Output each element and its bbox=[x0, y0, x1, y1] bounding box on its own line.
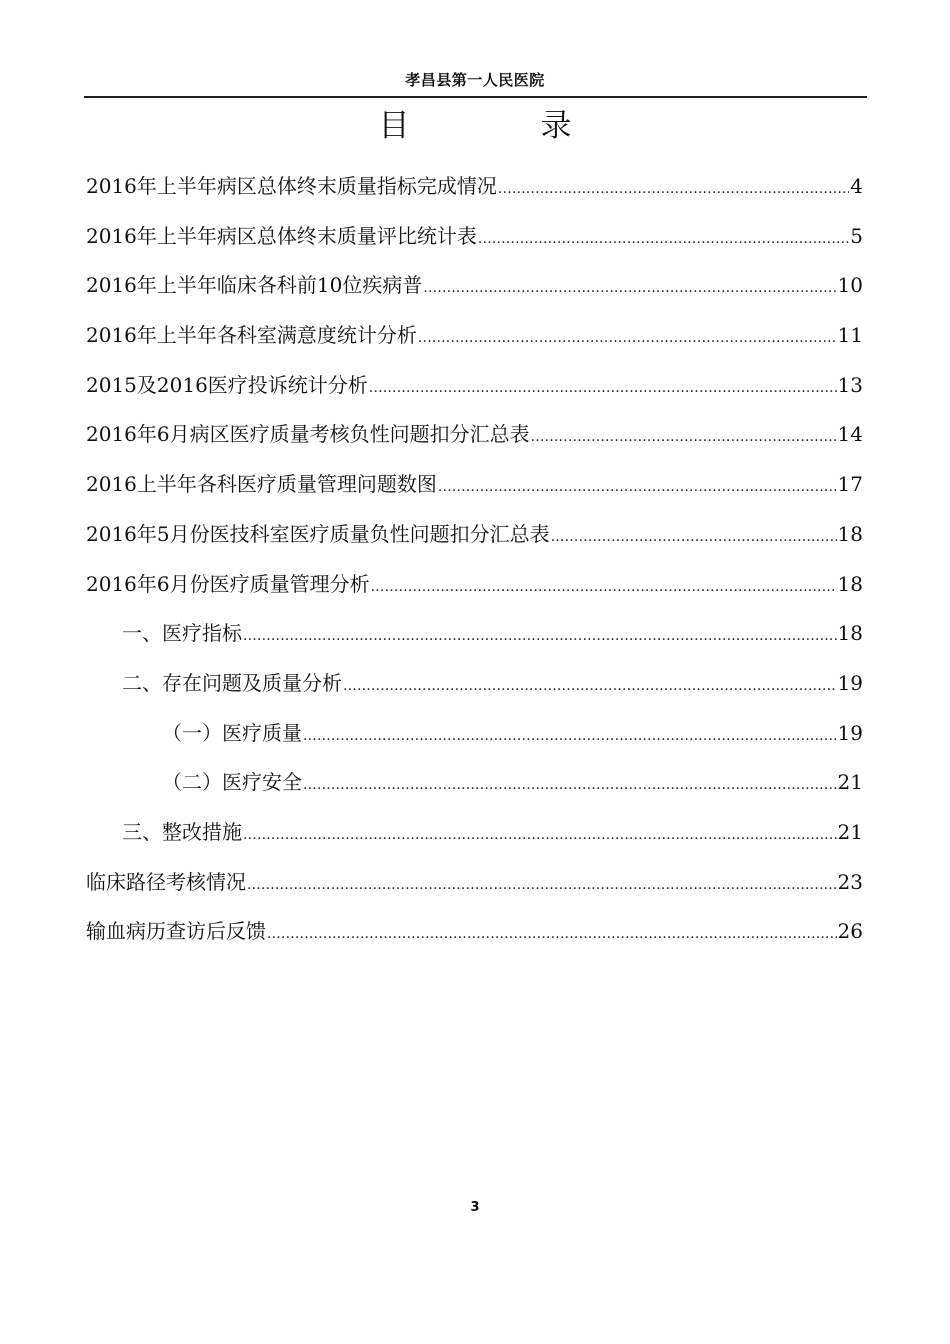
dot-leader bbox=[243, 810, 837, 860]
toc-entry[interactable] bbox=[86, 708, 863, 758]
dot-leader bbox=[243, 611, 837, 661]
dot-leader bbox=[343, 661, 837, 711]
toc-entry-page: 18 bbox=[837, 621, 863, 646]
toc-entry-page: 21 bbox=[837, 819, 863, 844]
toc-entry-page: 18 bbox=[837, 521, 863, 546]
toc-heading: 目 录 bbox=[378, 108, 622, 144]
toc-entry-title: （二）医疗安全 bbox=[162, 770, 302, 795]
toc-entry[interactable] bbox=[86, 459, 863, 509]
toc-entry-page: 19 bbox=[837, 670, 863, 695]
toc-entry-page: 21 bbox=[837, 770, 863, 795]
toc-entry-title: 2016年6月病区医疗质量考核负性问题扣分汇总表 bbox=[86, 422, 530, 447]
dot-leader bbox=[438, 462, 837, 512]
page-number: 3 bbox=[470, 1200, 480, 1215]
toc-entry-page: 26 bbox=[837, 919, 863, 944]
dot-leader bbox=[531, 412, 837, 462]
toc-entry[interactable] bbox=[86, 310, 863, 360]
dot-leader bbox=[267, 909, 837, 959]
dot-leader bbox=[498, 164, 849, 214]
toc-entry[interactable] bbox=[86, 559, 863, 609]
toc-entry-page: 14 bbox=[837, 422, 863, 447]
toc-entry[interactable] bbox=[86, 211, 863, 261]
dot-leader bbox=[303, 711, 837, 761]
document-header-title: 孝昌县第一人民医院 bbox=[405, 71, 545, 89]
toc-entry-title: 2016年上半年各科室满意度统计分析 bbox=[86, 323, 417, 348]
toc-entry[interactable] bbox=[86, 658, 863, 708]
dot-leader bbox=[551, 512, 837, 562]
toc-entry-page: 11 bbox=[837, 323, 863, 348]
toc-entry-page: 23 bbox=[837, 869, 863, 894]
toc-entry-title: 2016年6月份医疗质量管理分析 bbox=[86, 571, 370, 596]
header-divider bbox=[84, 96, 867, 98]
toc-entry-title: 2016年上半年临床各科前10位疾病普 bbox=[86, 273, 423, 298]
toc-entry[interactable] bbox=[86, 409, 863, 459]
toc-entry-title: 2016上半年各科医疗质量管理问题数图 bbox=[86, 472, 437, 497]
toc-entry-page: 13 bbox=[837, 372, 863, 397]
toc-entry[interactable] bbox=[86, 608, 863, 658]
toc-entry[interactable] bbox=[86, 260, 863, 310]
dot-leader bbox=[303, 760, 837, 810]
toc-entry[interactable] bbox=[86, 807, 863, 857]
toc-entry[interactable] bbox=[86, 906, 863, 956]
toc-entry-title: 三、整改措施 bbox=[122, 819, 242, 844]
toc-entry-title: 2016年5月份医技科室医疗质量负性问题扣分汇总表 bbox=[86, 521, 550, 546]
toc-entry-title: 二、存在问题及质量分析 bbox=[122, 670, 342, 695]
toc-entry-title: （一）医疗质量 bbox=[162, 720, 302, 745]
toc-entry[interactable] bbox=[86, 757, 863, 807]
toc-entry-title: 一、医疗指标 bbox=[122, 621, 242, 646]
toc-entry-title: 2015及2016医疗投诉统计分析 bbox=[86, 372, 368, 397]
toc-entry-page: 19 bbox=[837, 720, 863, 745]
toc-entry-page: 17 bbox=[837, 472, 863, 497]
dot-leader bbox=[371, 562, 837, 612]
toc-entry-page: 10 bbox=[837, 273, 863, 298]
toc-entry-page: 5 bbox=[850, 223, 863, 248]
dot-leader bbox=[478, 214, 849, 264]
toc-entry[interactable] bbox=[86, 857, 863, 907]
toc-entry[interactable] bbox=[86, 161, 863, 211]
toc-entry-page: 18 bbox=[837, 571, 863, 596]
toc-entry-title: 2016年上半年病区总体终末质量指标完成情况 bbox=[86, 174, 497, 198]
dot-leader bbox=[423, 263, 836, 313]
toc-entry[interactable] bbox=[86, 360, 863, 410]
toc-entry[interactable] bbox=[86, 509, 863, 559]
toc-entry-title: 临床路径考核情况 bbox=[86, 869, 246, 894]
dot-leader bbox=[369, 363, 837, 413]
toc-entry-title: 2016年上半年病区总体终末质量评比统计表 bbox=[86, 223, 477, 248]
toc-entry-title: 输血病历查访后反馈 bbox=[86, 919, 266, 944]
table-of-contents bbox=[86, 161, 863, 956]
toc-entry-page: 4 bbox=[850, 174, 863, 198]
dot-leader bbox=[418, 313, 837, 363]
dot-leader bbox=[247, 860, 837, 910]
